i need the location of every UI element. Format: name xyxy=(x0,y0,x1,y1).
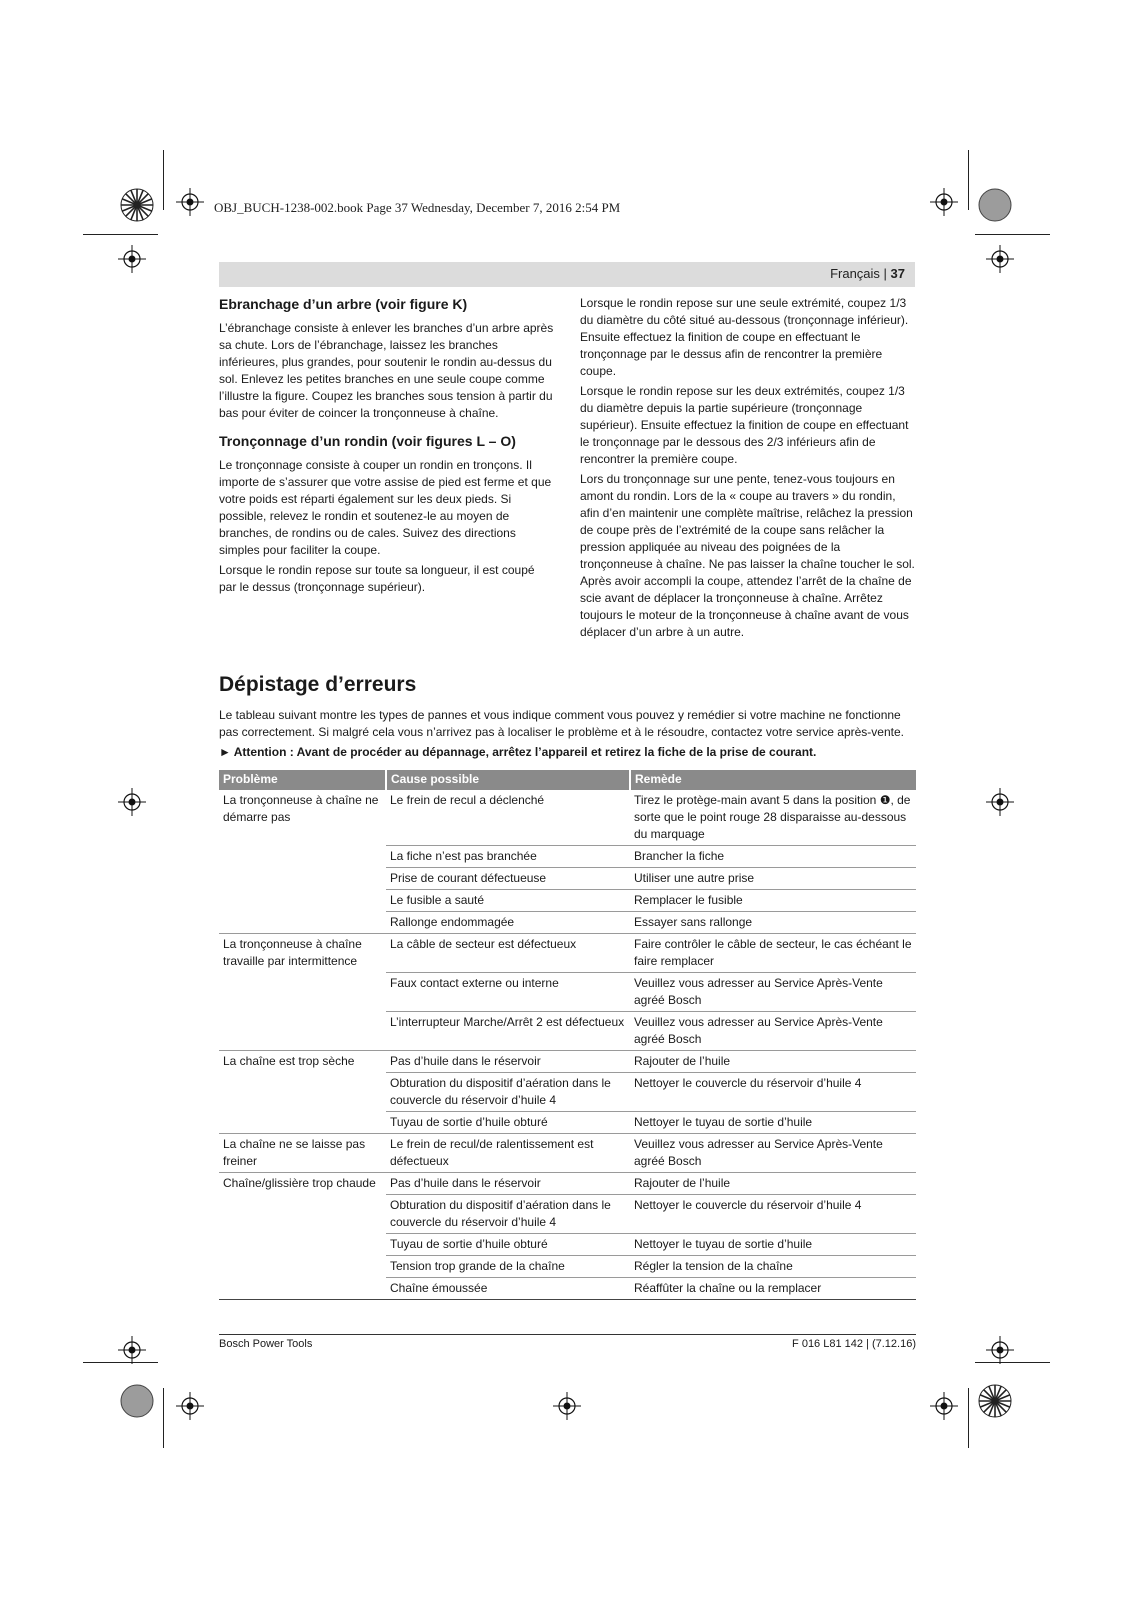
problem-cell xyxy=(219,912,386,934)
troubleshooting-intro: Le tableau suivant montre les types de pannes et vous indique comment vous pouvez y remédier si votre machine ne fonctionne pas correctement. Si malgré cela vous n’arrivez pas à localiser le problème et à le résoudre, contactez votre service après-vente. xyxy=(219,708,904,739)
registration-mark-icon xyxy=(930,188,958,216)
right-column xyxy=(580,295,916,644)
table-header-row xyxy=(219,770,916,790)
section-heading: Ebranchage d’un arbre (voir figure K) xyxy=(219,296,468,312)
running-header xyxy=(219,262,915,287)
problem-cell: La chaîne est trop sèche xyxy=(223,1054,355,1068)
page-number: 37 xyxy=(890,266,905,281)
remedy-cell: Réaffûter la chaîne ou la remplacer xyxy=(630,1278,916,1300)
problem-cell: Chaîne/glissière trop chaude xyxy=(223,1176,376,1190)
problem-cell xyxy=(219,1278,386,1300)
cause-cell: Tuyau de sortie d’huile obturé xyxy=(386,1234,630,1256)
paragraph: Le tronçonnage consiste à couper un rondin en tronçons. Il importe de s’assurer que votre assise de pied est ferme et que votre poids est réparti également sur les deux pieds. Si possible, relevez le rondin et soutenez-le au moyen de branches, de rondins ou de cales. Suivez des directions simples pour faciliter la coupe. xyxy=(219,458,552,557)
table-row xyxy=(219,1073,916,1112)
cause-cell: Obturation du dispositif d’aération dans le couvercle du réservoir d’huile 4 xyxy=(386,1073,630,1112)
crop-mark xyxy=(975,234,1050,235)
remedy-cell: Nettoyer le tuyau de sortie d’huile xyxy=(630,1112,916,1134)
table-row xyxy=(219,846,916,868)
footer-rule xyxy=(219,1334,916,1335)
table-row xyxy=(219,890,916,912)
cause-cell: Tuyau de sortie d’huile obturé xyxy=(386,1112,630,1134)
header-language: Français xyxy=(830,266,880,281)
registration-mark-icon xyxy=(930,1392,958,1420)
remedy-cell: Brancher la fiche xyxy=(630,846,916,868)
table-row xyxy=(219,934,916,973)
table-row xyxy=(219,912,916,934)
cause-cell: Pas d’huile dans le réservoir xyxy=(386,1173,630,1195)
table-row xyxy=(219,1278,916,1300)
remedy-cell: Régler la tension de la chaîne xyxy=(630,1256,916,1278)
header-separator: | xyxy=(879,266,891,281)
remedy-cell: Tirez le protège-main avant 5 dans la position ❶, de sorte que le point rouge 28 disparaisse au-dessous du marquage xyxy=(630,790,916,846)
paragraph: Lorsque le rondin repose sur les deux extrémités, coupez 1/3 du diamètre depuis la partie supérieure (tronçonnage supérieur). Ensuite effectuez la finition de coupe en effectuant le tronçonnage par le dessous des 2/3 inférieurs afin de rencontrer la première coupe. xyxy=(580,384,909,466)
footer-doc-number: F 016 L81 142 | (7.12.16) xyxy=(792,1338,916,1350)
table-row xyxy=(219,1134,916,1173)
problem-cell xyxy=(219,890,386,912)
remedy-cell: Veuillez vous adresser au Service Après-Vente agréé Bosch xyxy=(630,973,916,1012)
table-row xyxy=(219,790,916,846)
cause-cell: Le frein de recul a déclenché xyxy=(386,790,630,846)
problem-cell xyxy=(219,1112,386,1134)
problem-cell xyxy=(219,1234,386,1256)
problem-cell xyxy=(219,1195,386,1234)
problem-cell: La tronçonneuse à chaîne travaille par intermittence xyxy=(223,937,362,968)
column-header: Remède xyxy=(630,770,916,790)
table-row xyxy=(219,1256,916,1278)
footer-brand: Bosch Power Tools xyxy=(219,1338,313,1350)
table-row xyxy=(219,1173,916,1195)
cause-cell: Le frein de recul/de ralentissement est défectueux xyxy=(386,1134,630,1173)
cause-cell: L’interrupteur Marche/Arrêt 2 est défectueux xyxy=(386,1012,630,1051)
cause-cell: Pas d’huile dans le réservoir xyxy=(386,1051,630,1073)
cause-cell: Le fusible a sauté xyxy=(386,890,630,912)
crop-mark xyxy=(163,1388,164,1448)
starburst-target-icon xyxy=(120,188,154,222)
table-row xyxy=(219,1051,916,1073)
remedy-cell: Utiliser une autre prise xyxy=(630,868,916,890)
registration-mark-icon xyxy=(553,1392,581,1420)
remedy-cell: Veuillez vous adresser au Service Après-Vente agréé Bosch xyxy=(630,1012,916,1051)
remedy-cell: Rajouter de l’huile xyxy=(630,1051,916,1073)
registration-mark-icon xyxy=(986,1336,1014,1364)
cause-cell: Rallonge endommagée xyxy=(386,912,630,934)
cause-cell: La câble de secteur est défectueux xyxy=(386,934,630,973)
remedy-cell: Nettoyer le couvercle du réservoir d’huile 4 xyxy=(630,1195,916,1234)
column-header: Cause possible xyxy=(386,770,630,790)
registration-mark-icon xyxy=(118,245,146,273)
crop-mark xyxy=(968,150,969,210)
table-row xyxy=(219,1012,916,1051)
cause-cell: Prise de courant défectueuse xyxy=(386,868,630,890)
problem-cell: La tronçonneuse à chaîne ne démarre pas xyxy=(223,793,379,824)
table-row xyxy=(219,868,916,890)
remedy-cell: Essayer sans rallonge xyxy=(630,912,916,934)
troubleshooting-title: Dépistage d’erreurs xyxy=(219,673,417,696)
paragraph: Lorsque le rondin repose sur toute sa longueur, il est coupé par le dessus (tronçonnage supérieur). xyxy=(219,563,535,594)
troubleshooting-table xyxy=(219,770,916,1300)
remedy-cell: Veuillez vous adresser au Service Après-Vente agréé Bosch xyxy=(630,1134,916,1173)
cause-cell: La fiche n’est pas branchée xyxy=(386,846,630,868)
left-column xyxy=(219,295,554,599)
remedy-cell: Nettoyer le couvercle du réservoir d’huile 4 xyxy=(630,1073,916,1112)
paragraph: Lors du tronçonnage sur une pente, tenez-vous toujours en amont du rondin. Lors de la « coupe au travers » du rondin, afin d’en maintenir une complète maîtrise, relâchez la pression de coupe près de l’extrémité de la coupe sans relâcher la pression appliquée au niveau des poignées de la tronçonneuse à chaîne. Ne pas laisser la chaîne toucher le sol. Après avoir accompli la coupe, attendez l’arrêt de la chaîne de scie avant de déplacer la tronçonneuse à chaîne. Arrêtez toujours le moteur de la tronçonneuse à chaîne avant de vous déplacer d’un arbre à un autre. xyxy=(580,472,915,639)
table-row xyxy=(219,973,916,1012)
grey-target-icon xyxy=(978,188,1012,222)
crop-mark xyxy=(163,150,164,210)
paragraph: L’ébranchage consiste à enlever les branches d’un arbre après sa chute. Lors de l’ébranchage, laissez les branches inférieures, plus grandes, pour soutenir le rondin au-dessus du sol. Enlevez les petites branches en une seule coupe comme l’illustre la figure. Coupez les branches sous tension à partir du bas pour éviter de coincer la tronçonneuse à chaîne. xyxy=(219,321,554,420)
column-header: Problème xyxy=(219,770,386,790)
registration-mark-icon xyxy=(986,245,1014,273)
crop-mark xyxy=(83,234,158,235)
registration-mark-icon xyxy=(118,1336,146,1364)
problem-cell xyxy=(219,846,386,868)
registration-mark-icon xyxy=(176,1392,204,1420)
problem-cell xyxy=(219,1012,386,1051)
paragraph: Lorsque le rondin repose sur une seule extrémité, coupez 1/3 du diamètre du côté situé au-dessous (tronçonnage inférieur). Ensuite effectuez la finition de coupe en effectuant le tronçonnage par le dessus afin de rencontrer la première coupe. xyxy=(580,296,909,378)
remedy-cell: Faire contrôler le câble de secteur, le cas échéant le faire remplacer xyxy=(630,934,916,973)
remedy-cell: Rajouter de l’huile xyxy=(630,1173,916,1195)
remedy-cell: Remplacer le fusible xyxy=(630,890,916,912)
problem-cell xyxy=(219,868,386,890)
section-heading: Tronçonnage d’un rondin (voir figures L – O) xyxy=(219,433,516,449)
table-row xyxy=(219,1195,916,1234)
cause-cell: Obturation du dispositif d’aération dans le couvercle du réservoir d’huile 4 xyxy=(386,1195,630,1234)
attention-note: ► Attention : Avant de procéder au dépannage, arrêtez l’appareil et retirez la fiche de la prise de courant. xyxy=(219,745,817,759)
registration-mark-icon xyxy=(986,788,1014,816)
crop-mark xyxy=(968,1388,969,1448)
header-text xyxy=(830,266,905,281)
problem-cell: La chaîne ne se laisse pas freiner xyxy=(219,1134,386,1173)
problem-cell xyxy=(219,973,386,1012)
registration-mark-icon xyxy=(118,788,146,816)
problem-cell xyxy=(219,1256,386,1278)
cause-cell: Faux contact externe ou interne xyxy=(386,973,630,1012)
grey-target-icon xyxy=(120,1384,154,1418)
print-slug: OBJ_BUCH-1238-002.book Page 37 Wednesday, December 7, 2016 2:54 PM xyxy=(214,200,621,215)
starburst-target-icon xyxy=(978,1384,1012,1418)
problem-cell xyxy=(219,1073,386,1112)
cause-cell: Chaîne émoussée xyxy=(386,1278,630,1300)
remedy-cell: Nettoyer le tuyau de sortie d’huile xyxy=(630,1234,916,1256)
registration-mark-icon xyxy=(176,188,204,216)
table-row xyxy=(219,1112,916,1134)
cause-cell: Tension trop grande de la chaîne xyxy=(386,1256,630,1278)
table-row xyxy=(219,1234,916,1256)
